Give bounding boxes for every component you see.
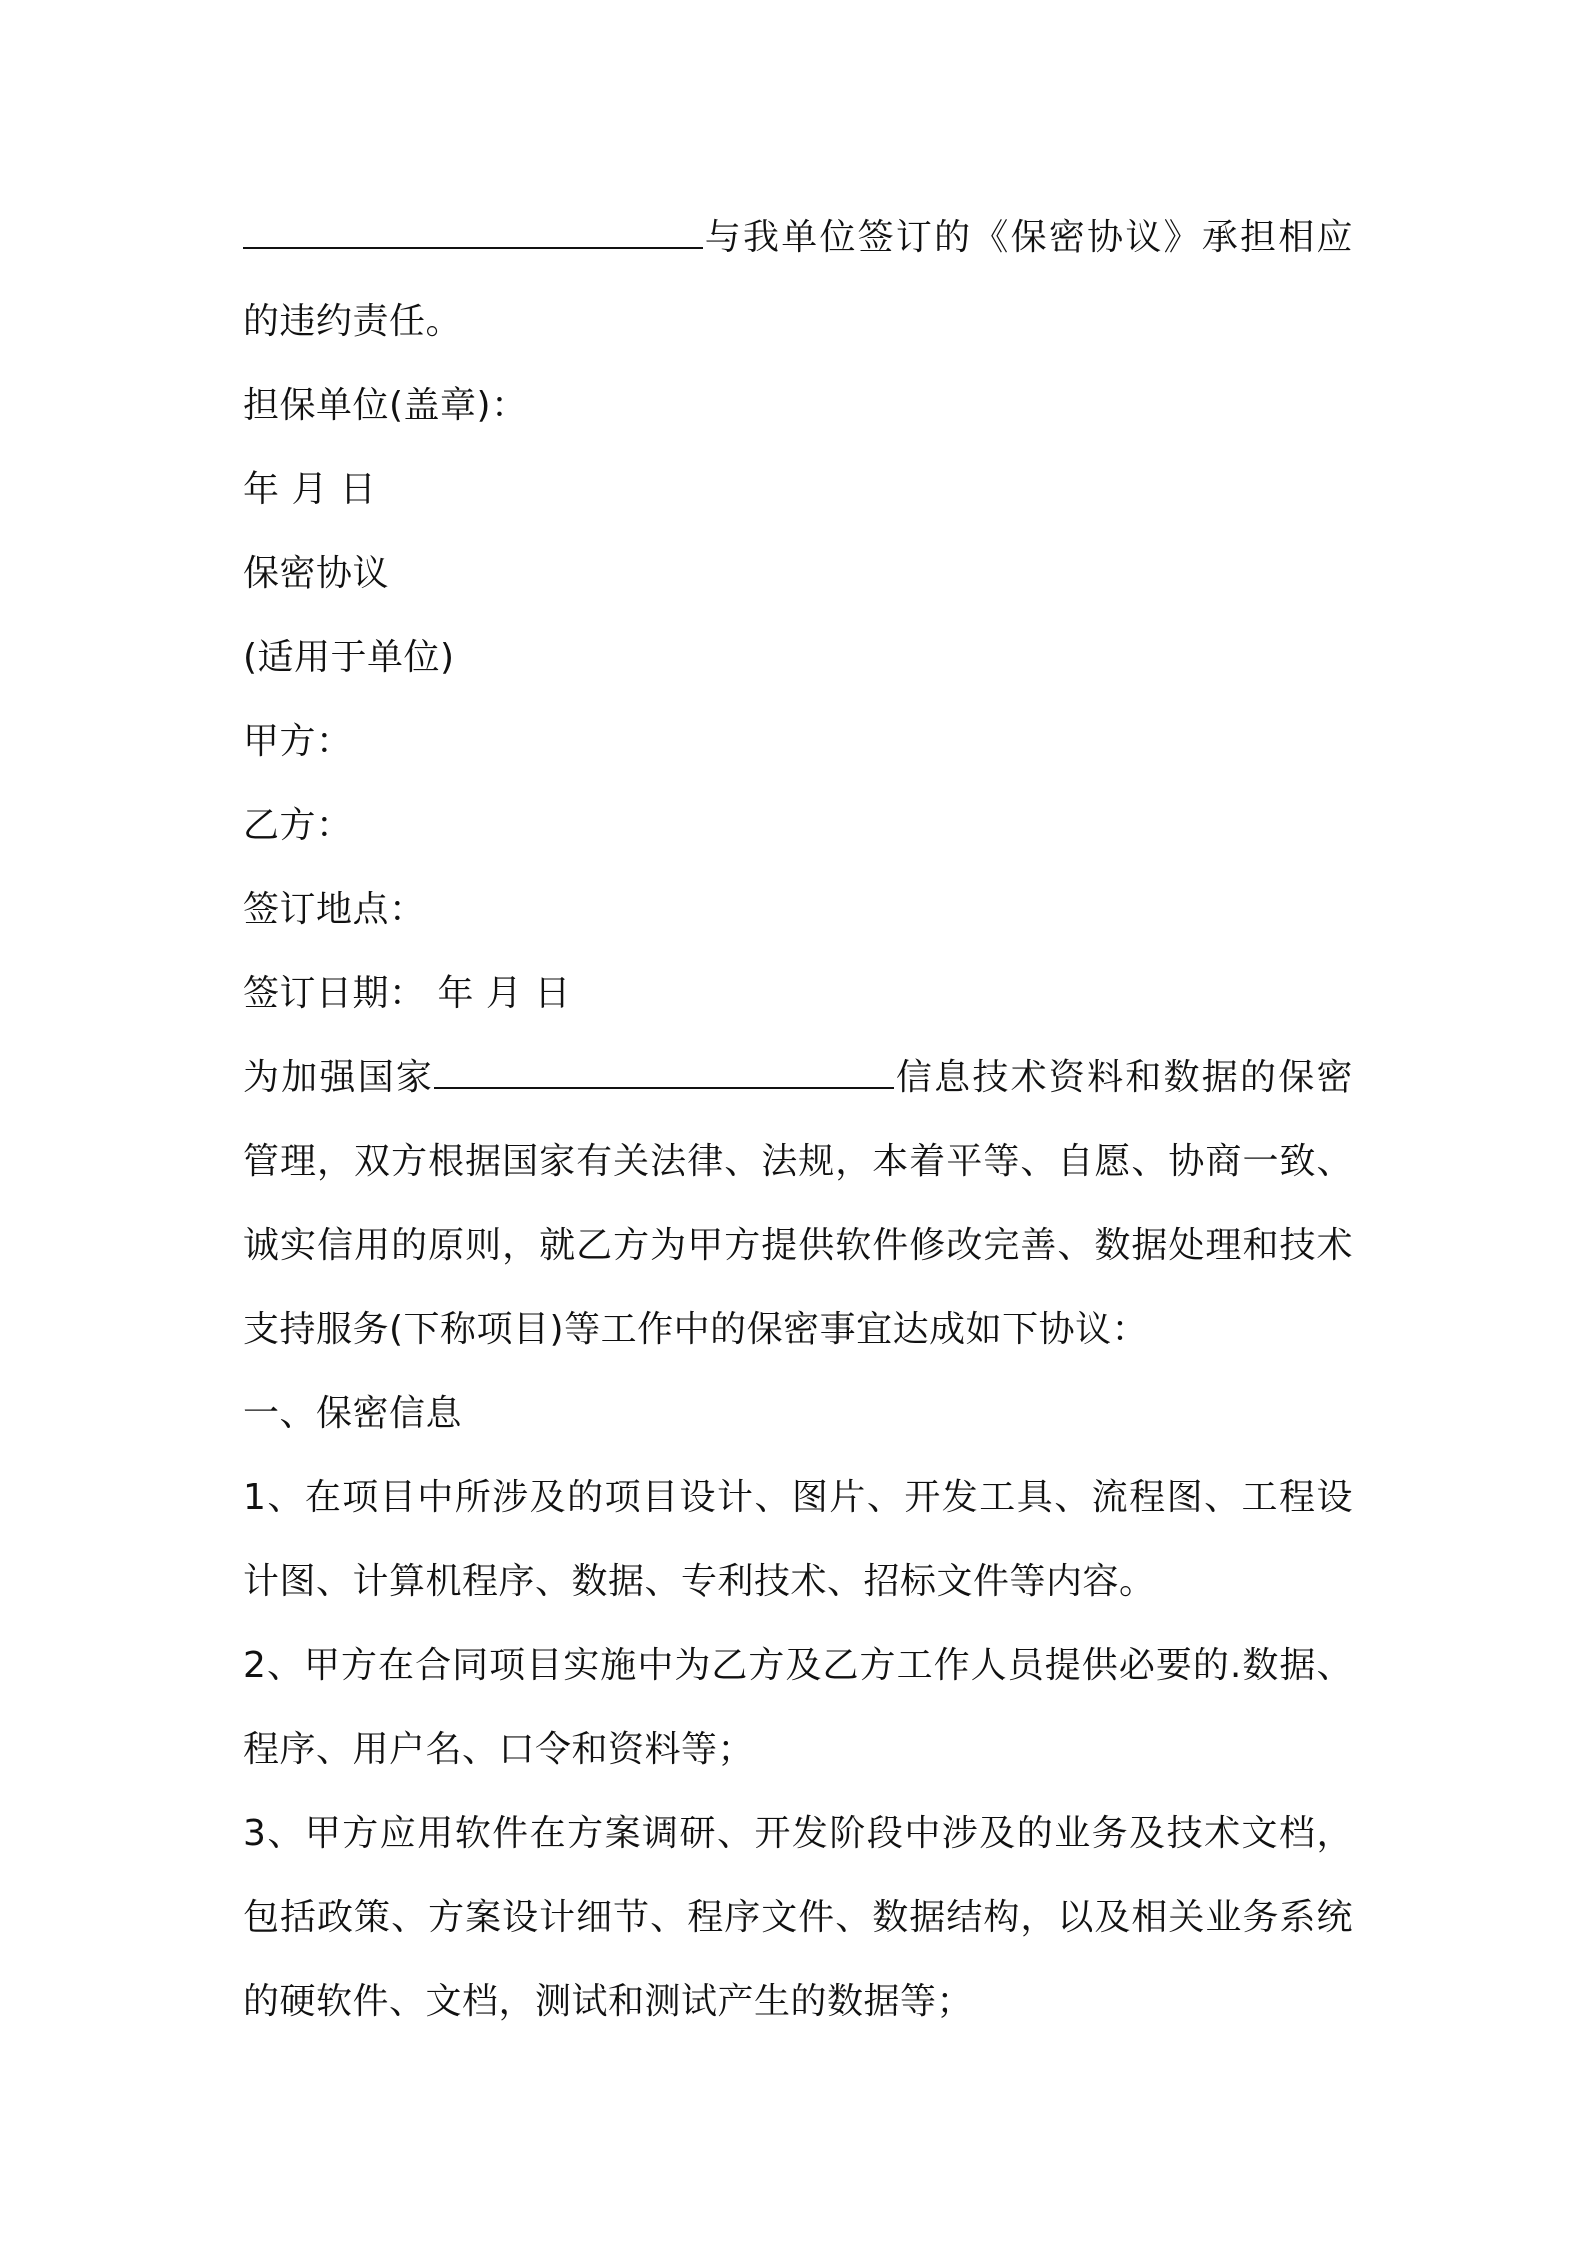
line-text: 管理，双方根据国家有关法律、法规，本着平等、自愿、协商一致、 [243, 1141, 1353, 1182]
line-text: 3、甲方应用软件在方案调研、开发阶段中涉及的业务及技术文档， [243, 1813, 1353, 1854]
document-line [243, 1288, 1363, 1372]
line-text: 支持服务(下称项目)等工作中的保密事宜达成如下协议： [243, 1309, 1149, 1350]
line-text: 诚实信用的原则，就乙方为甲方提供软件修改完善、数据处理和技术 [243, 1225, 1353, 1266]
line-text: 的硬软件、文档，测试和测试产生的数据等； [243, 1981, 974, 2022]
line-text: 担保单位(盖章)： [243, 385, 528, 426]
line-text: 乙方： [243, 805, 353, 846]
document-line [243, 1456, 1353, 1540]
document-line [243, 952, 1363, 1036]
document-line [243, 448, 1363, 532]
line-text: 1、在项目中所涉及的项目设计、图片、开发工具、流程图、工程设 [243, 1477, 1353, 1518]
line-text-pre: 为加强国家 [243, 1057, 435, 1098]
document-line [243, 1372, 1363, 1456]
document-line [243, 532, 1363, 616]
document-line [243, 700, 1363, 784]
document-line [243, 616, 1363, 700]
fill-in-blank [434, 1057, 894, 1089]
line-text: 包括政策、方案设计细节、程序文件、数据结构，以及相关业务系统 [243, 1897, 1353, 1938]
document-line [243, 784, 1363, 868]
line-text: 保密协议 [243, 553, 390, 594]
line-text: 年 月 日 [243, 469, 377, 510]
line-text: 签订日期： 年 月 日 [243, 973, 571, 1014]
document-line [243, 1624, 1353, 1708]
line-text: 的违约责任。 [243, 301, 463, 342]
line-text: 程序、用户名、口令和资料等； [243, 1729, 755, 1770]
fill-in-blank [243, 217, 703, 249]
document-line [243, 868, 1363, 952]
document-line [243, 1960, 1363, 2044]
document-line [243, 1120, 1353, 1204]
document-body [243, 196, 1363, 2044]
line-text: (适用于单位) [243, 637, 455, 678]
line-text-post: 信息技术资料和数据的保密 [894, 1057, 1353, 1098]
line-text: 计图、计算机程序、数据、专利技术、招标文件等内容。 [243, 1561, 1156, 1602]
document-line [243, 1876, 1353, 1960]
line-text: 2、甲方在合同项目实施中为乙方及乙方工作人员提供必要的.数据、 [243, 1645, 1353, 1686]
line-text-post: 与我单位签订的《保密协议》承担相应 [703, 217, 1353, 258]
document-line [243, 1540, 1363, 1624]
document-line [243, 1036, 1353, 1120]
document-line [243, 196, 1353, 280]
line-text: 甲方： [243, 721, 353, 762]
document-line [243, 1708, 1363, 1792]
document-line [243, 280, 1363, 364]
line-text: 一、保密信息 [243, 1393, 463, 1434]
line-text: 签订地点： [243, 889, 426, 930]
document-line [243, 364, 1363, 448]
document-line [243, 1792, 1353, 1876]
document-line [243, 1204, 1353, 1288]
